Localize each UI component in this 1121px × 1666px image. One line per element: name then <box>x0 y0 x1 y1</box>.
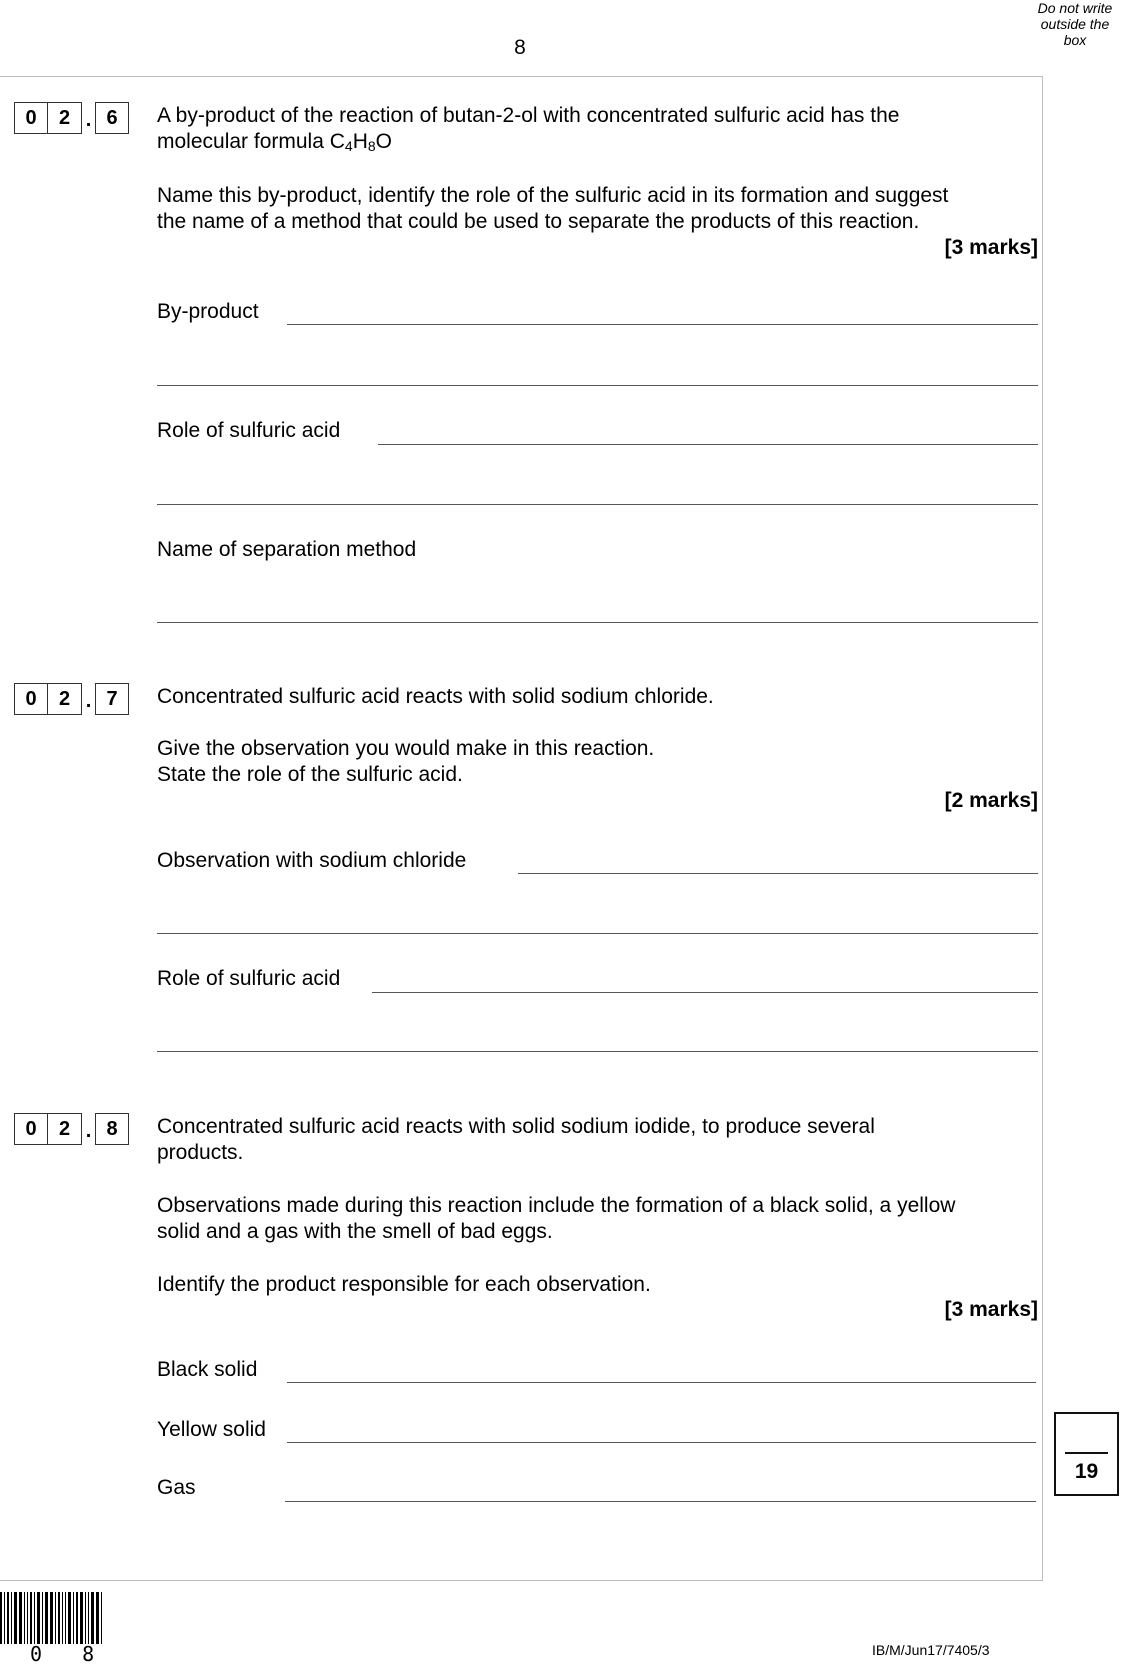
barcode-bar <box>101 1592 102 1644</box>
barcode-bar <box>68 1592 71 1644</box>
question-line-formula: molecular formula $C_4H_8O$ <box>157 130 393 154</box>
field-label-yellow-solid: Yellow solid <box>157 1418 266 1441</box>
barcode-bar <box>65 1592 66 1644</box>
answer-line-role-02-7[interactable] <box>372 992 1038 993</box>
field-label-separation-method: Name of separation method <box>157 538 417 561</box>
qnum-digit: 2 <box>48 683 82 715</box>
answer-line-role[interactable] <box>378 444 1038 445</box>
barcode-bar <box>55 1592 56 1644</box>
answer-line-by-product[interactable] <box>287 324 1038 325</box>
barcode-bar <box>34 1592 35 1644</box>
question-instructions-02-6: Name this by-product, identify the role of the sulfuric acid in its formation and suggest the name of a method that could be used to separate the products of this reaction. <box>157 184 949 233</box>
qnum-digit: 2 <box>48 1113 82 1145</box>
marks-02-7: [2 marks] <box>944 789 1038 812</box>
do-not-write-notice: Do not write outside the box <box>1037 0 1113 48</box>
answer-line-role-02-7-2[interactable] <box>157 1051 1038 1052</box>
answer-line-black-solid[interactable] <box>287 1382 1036 1383</box>
question-text-02-6 <box>157 103 1037 155</box>
barcode <box>0 1592 104 1644</box>
barcode-bar <box>58 1592 60 1644</box>
qnum-dot: . <box>85 690 92 712</box>
field-label-black-solid: Black solid <box>157 1358 258 1381</box>
marks-02-8: [3 marks] <box>944 1298 1038 1321</box>
qnum-dot: . <box>85 1120 92 1142</box>
barcode-bar <box>76 1592 78 1644</box>
barcode-bar <box>11 1592 12 1644</box>
answer-line-observation[interactable] <box>518 873 1038 874</box>
qnum-digit: 8 <box>95 1113 129 1145</box>
qnum-digit: 7 <box>95 683 129 715</box>
score-box[interactable] <box>1054 1412 1119 1496</box>
field-label-observation: Observation with sodium chloride <box>157 849 467 872</box>
field-label-role-sulfuric-acid: Role of sulfuric acid <box>157 419 341 442</box>
answer-line-by-product-2[interactable] <box>157 385 1038 386</box>
barcode-bar <box>88 1592 89 1644</box>
barcode-bar <box>85 1592 86 1644</box>
barcode-bar <box>19 1592 22 1644</box>
score-entry-line <box>1065 1452 1108 1454</box>
barcode-bar <box>73 1592 74 1644</box>
barcode-bar <box>30 1592 32 1644</box>
barcode-bar <box>50 1592 53 1644</box>
barcode-bar <box>62 1592 63 1644</box>
field-label-by-product: By-product <box>157 300 259 323</box>
question-line: A by-product of the reaction of butan-2-ol with concentrated sulfuric acid has the <box>157 104 900 127</box>
qnum-dot: . <box>85 109 92 131</box>
barcode-bar <box>14 1592 17 1644</box>
paper-reference: IB/M/Jun17/7405/3 <box>872 1642 990 1658</box>
question-number-02-7 <box>14 683 129 715</box>
qnum-digit: 0 <box>14 683 48 715</box>
barcode-bar <box>24 1592 25 1644</box>
barcode-bar <box>27 1592 28 1644</box>
barcode-bar <box>96 1592 99 1644</box>
field-label-gas: Gas <box>157 1476 196 1499</box>
qnum-digit: 2 <box>48 102 82 134</box>
qnum-digit: 6 <box>95 102 129 134</box>
question-number-02-8 <box>14 1113 129 1145</box>
score-total: 19 <box>1074 1460 1099 1483</box>
question-observations-02-8: Observations made during this reaction include the formation of a black solid, a yellow solid and a gas with the smell of bad eggs. <box>157 1194 956 1243</box>
question-instructions-02-7: Give the observation you would make in this reaction. State the role of the sulfuric acid. <box>157 737 655 786</box>
barcode-digits: 0 8 <box>30 1642 109 1666</box>
answer-line-gas[interactable] <box>285 1501 1036 1502</box>
answer-line-yellow-solid[interactable] <box>287 1442 1036 1443</box>
answer-line-observation-2[interactable] <box>157 933 1038 934</box>
barcode-bar <box>0 1592 2 1644</box>
field-label-role-sulfuric-acid-2: Role of sulfuric acid <box>157 967 341 990</box>
marks-02-6: [3 marks] <box>944 236 1038 259</box>
answer-line-role-2[interactable] <box>157 504 1038 505</box>
page-number: 8 <box>514 36 526 59</box>
barcode-bar <box>7 1592 9 1644</box>
barcode-bar <box>42 1592 43 1644</box>
answer-line-separation-method[interactable] <box>157 622 1038 623</box>
qnum-digit: 0 <box>14 102 48 134</box>
barcode-bar <box>80 1592 83 1644</box>
barcode-bar <box>37 1592 40 1644</box>
qnum-digit: 0 <box>14 1113 48 1145</box>
barcode-bar <box>45 1592 48 1644</box>
question-instructions-02-8: Identify the product responsible for each observation. <box>157 1273 651 1296</box>
barcode-bar <box>91 1592 94 1644</box>
question-number-02-6 <box>14 102 129 134</box>
formula: $C_4H_8O$ <box>329 130 393 154</box>
question-text-02-7: Concentrated sulfuric acid reacts with solid sodium chloride. <box>157 685 714 708</box>
question-text-02-8: Concentrated sulfuric acid reacts with solid sodium iodide, to produce several products. <box>157 1115 875 1164</box>
barcode-bar <box>4 1592 5 1644</box>
